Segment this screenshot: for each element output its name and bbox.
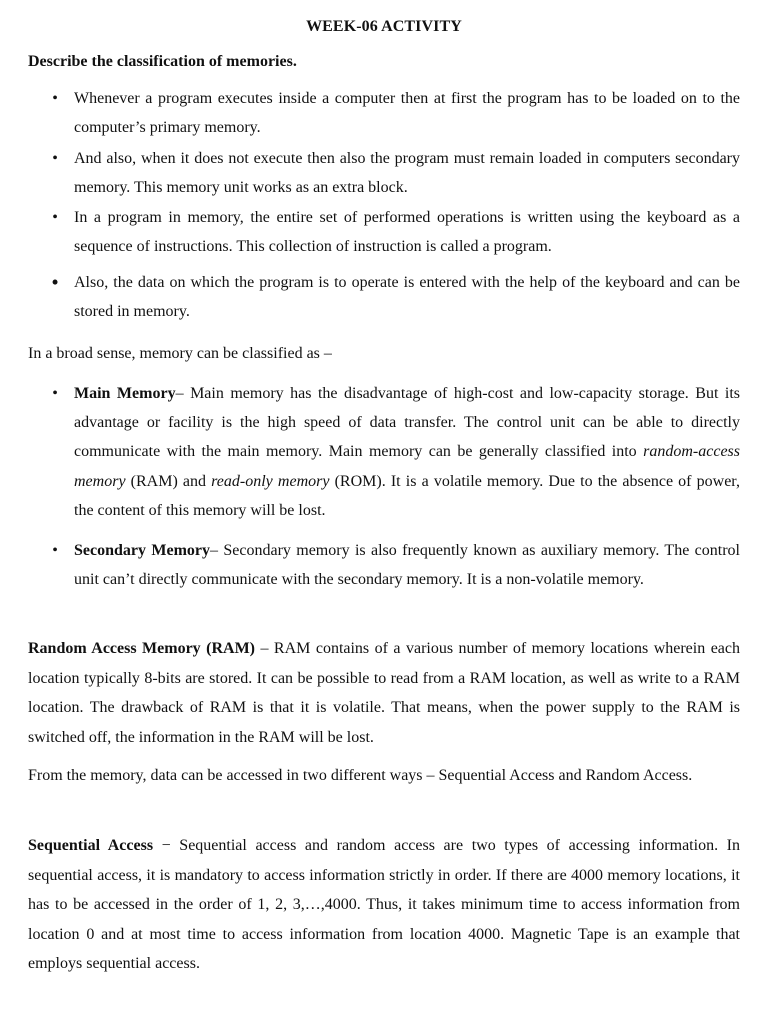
main-memory-text: (RAM) and: [125, 472, 212, 490]
secondary-memory-item: [74, 536, 740, 594]
secondary-memory-text: – Secondary memory is also frequently known as auxiliary memory. The control unit can’t directly communicate with the secondary memory. It is a non-volatile memory.: [74, 542, 740, 589]
bullet-icon: •: [52, 385, 58, 402]
page-title: WEEK-06 ACTIVITY: [306, 18, 462, 35]
intro-bullet-4: Also, the data on which the program is to operate is entered with the help of the keyboard and can be stored in memory.: [74, 274, 740, 321]
ram-term: random-access memory: [74, 443, 740, 490]
access-ways-paragraph: From the memory, data can be accessed in two different ways – Sequential Access and Random Access.: [28, 767, 693, 784]
sequential-access-text: − Sequential access and random access are two types of accessing information. In sequential access, it is mandatory to access information strictly in order. If there are 4000 memory locations, it has to be accessed in the order of 1, 2, 3,…,4000. Thus, it takes minimum time to access information from location 0 and at most time to access information from location 4000. Magnetic Tape is an example that employs sequential access.: [28, 837, 741, 972]
question-heading: Describe the classification of memories.: [28, 53, 297, 70]
ram-paragraph: [28, 634, 740, 752]
rom-term: read-only memory: [211, 472, 330, 490]
bullet-icon: •: [52, 150, 58, 167]
main-memory-text: – Main memory has the disadvantage of high-cost and low-capacity storage. But its advantage or facility is the high speed of data transfer. The control unit can be able to directly communicate with the main memory. Main memory can be generally classified into: [74, 385, 741, 461]
main-memory-item: [74, 379, 740, 525]
intro-bullet-1: Whenever a program executes inside a computer then at first the program has to be loaded on to the computer’s primary memory.: [74, 90, 740, 137]
main-memory-term: Main Memory: [74, 385, 176, 402]
broad-sense-paragraph: In a broad sense, memory can be classified as –: [28, 345, 332, 362]
intro-bullet-2: And also, when it does not execute then also the program must remain loaded in computers secondary memory. This memory unit works as an extra block.: [74, 150, 740, 197]
sequential-access-paragraph: [28, 831, 740, 979]
intro-bullet-3: In a program in memory, the entire set of performed operations is written using the keyboard as a sequence of instructions. This collection of instruction is called a program.: [74, 209, 740, 256]
bullet-icon: •: [52, 209, 58, 226]
bullet-icon: •: [52, 542, 58, 559]
secondary-memory-term: Secondary Memory: [74, 542, 210, 559]
ram-text: – RAM contains of a various number of memory locations wherein each location typically 8-bits are stored. It can be possible to read from a RAM location, as well as write to a RAM location. The drawback of RAM is that it is volatile. That means, when the power supply to the RAM is switched off, the information in the RAM will be lost.: [28, 640, 740, 746]
ram-heading: Random Access Memory (RAM): [28, 640, 255, 657]
bullet-icon: •: [52, 90, 58, 107]
sequential-access-heading: Sequential Access: [28, 837, 154, 854]
bullet-icon: •: [51, 270, 59, 294]
main-memory-text: (ROM). It is a volatile memory. Due to the absence of power, the content of this memory will be lost.: [74, 472, 740, 519]
